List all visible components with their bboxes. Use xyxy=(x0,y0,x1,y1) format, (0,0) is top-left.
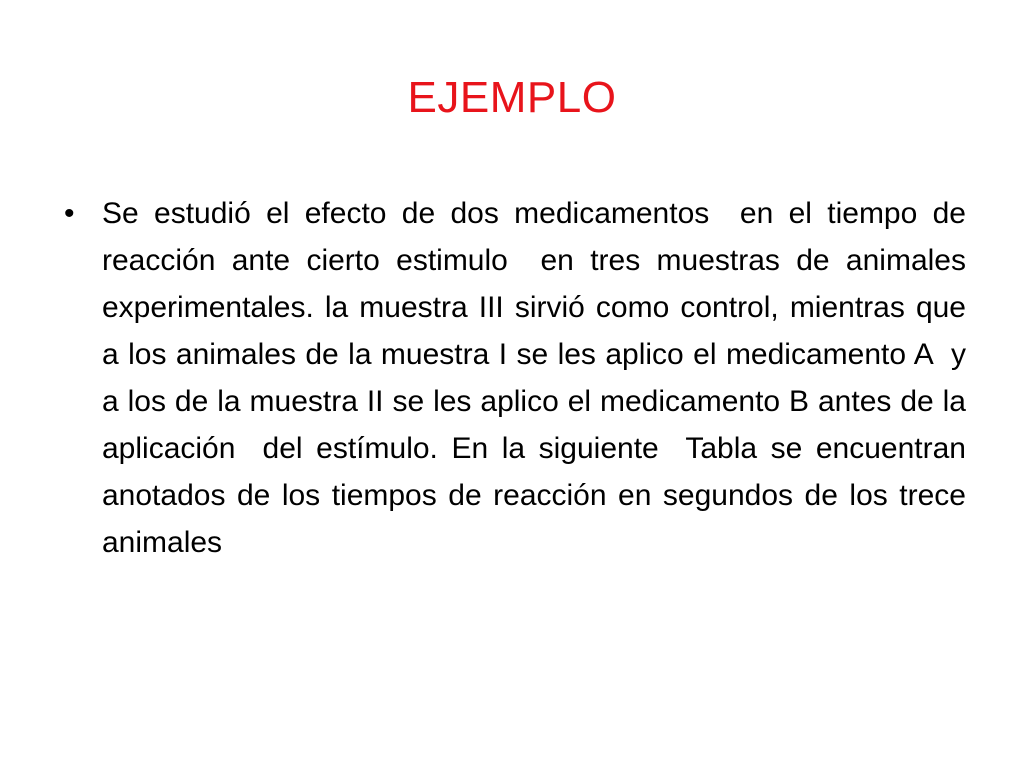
bullet-marker: • xyxy=(64,197,75,230)
bullet-text: Se estudió el efecto de dos medicamentos en el tiempo de reacción ante cierto estimulo en tres muestras de animales experimentales. la muestra III sirvió como control, mientras que a los animales de la muestra I se les aplico el medicamento A y a los de la muestra II se les aplico el medicamento B antes de la aplicación del estímulo. En la siguiente Tabla se encuentran anotados de los tiempos de reacción en segundos de los trece animales xyxy=(102,197,975,559)
slide-content xyxy=(64,190,975,566)
bullet-item xyxy=(64,190,975,566)
slide-title: EJEMPLO xyxy=(407,73,617,122)
